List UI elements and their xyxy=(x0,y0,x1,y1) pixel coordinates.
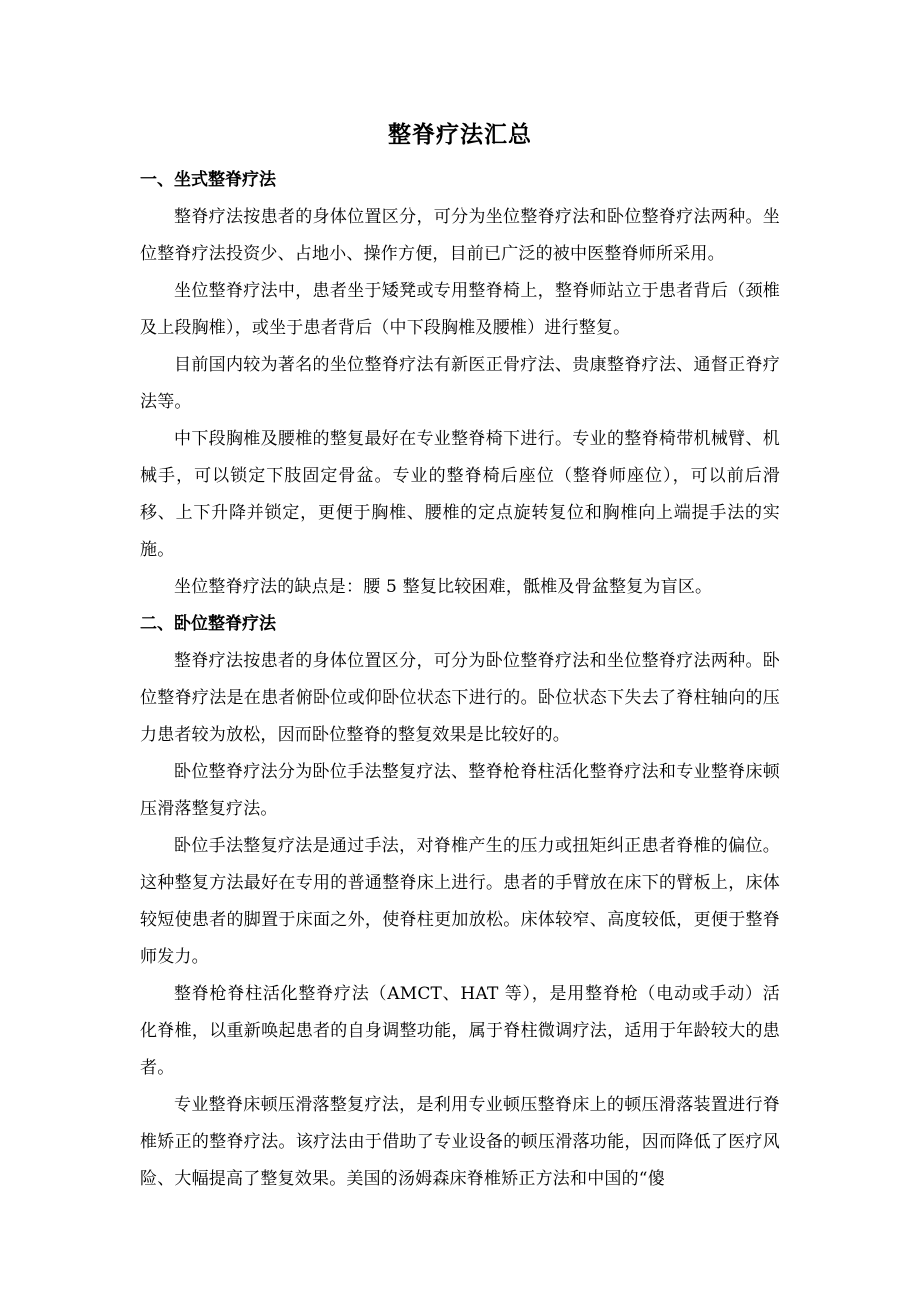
paragraph: 专业整脊床顿压滑落整复疗法，是利用专业顿压整脊床上的顿压滑落装置进行脊椎矫正的整脊疗法。该疗法由于借助了专业设备的顿压滑落功能，因而降低了医疗风险、大幅提高了整复效果。美国的汤姆森床脊椎矫正方法和中国的“傻 xyxy=(140,1095,780,1189)
document-title: 整脊疗法汇总 xyxy=(388,121,532,148)
section-sitting-chiropractic xyxy=(140,162,780,606)
paragraph: 卧位手法整复疗法是通过手法，对脊椎产生的压力或扭矩纠正患者脊椎的偏位。这种整复方法最好在专用的普通整脊床上进行。患者的手臂放在床下的臂板上，床体较短使患者的脚置于床面之外，使脊柱更加放松。床体较窄、高度较低，更便于整脊师发力。 xyxy=(140,836,780,967)
paragraph: 目前国内较为著名的坐位整脊疗法有新医正骨疗法、贵康整脊疗法、通督正脊疗法等。 xyxy=(140,355,780,412)
section-heading: 一、坐式整脊疗法 xyxy=(140,170,276,190)
paragraph: 整脊疗法按患者的身体位置区分，可分为坐位整脊疗法和卧位整脊疗法两种。坐位整脊疗法投资少、占地小、操作方便，目前已广泛的被中医整脊师所采用。 xyxy=(140,207,780,264)
section-heading: 二、卧位整脊疗法 xyxy=(140,614,276,634)
section-lying-chiropractic xyxy=(140,606,780,1198)
paragraph: 卧位整脊疗法分为卧位手法整复疗法、整脊枪脊柱活化整脊疗法和专业整脊床顿压滑落整复疗法。 xyxy=(140,762,780,819)
paragraph: 中下段胸椎及腰椎的整复最好在专业整脊椅下进行。专业的整脊椅带机械臂、机械手，可以锁定下肢固定骨盆。专业的整脊椅后座位（整脊师座位），可以前后滑移、上下升降并锁定，更便于胸椎、腰椎的定点旋转复位和胸椎向上端提手法的实施。 xyxy=(140,429,780,560)
paragraph: 坐位整脊疗法的缺点是：腰 5 整复比较困难，骶椎及骨盆整复为盲区。 xyxy=(174,577,713,597)
paragraph: 坐位整脊疗法中，患者坐于矮凳或专用整脊椅上，整脊师站立于患者背后（颈椎及上段胸椎），或坐于患者背后（中下段胸椎及腰椎）进行整复。 xyxy=(140,281,780,338)
paragraph: 整脊枪脊柱活化整脊疗法（AMCT、HAT 等），是用整脊枪（电动或手动）活化脊椎，以重新唤起患者的自身调整功能，属于脊柱微调疗法，适用于年龄较大的患者。 xyxy=(140,984,780,1078)
paragraph: 整脊疗法按患者的身体位置区分，可分为卧位整脊疗法和坐位整脊疗法两种。卧位整脊疗法是在患者俯卧位或仰卧位状态下进行的。卧位状态下失去了脊柱轴向的压力患者较为放松，因而卧位整脊的整复效果是比较好的。 xyxy=(140,651,780,745)
